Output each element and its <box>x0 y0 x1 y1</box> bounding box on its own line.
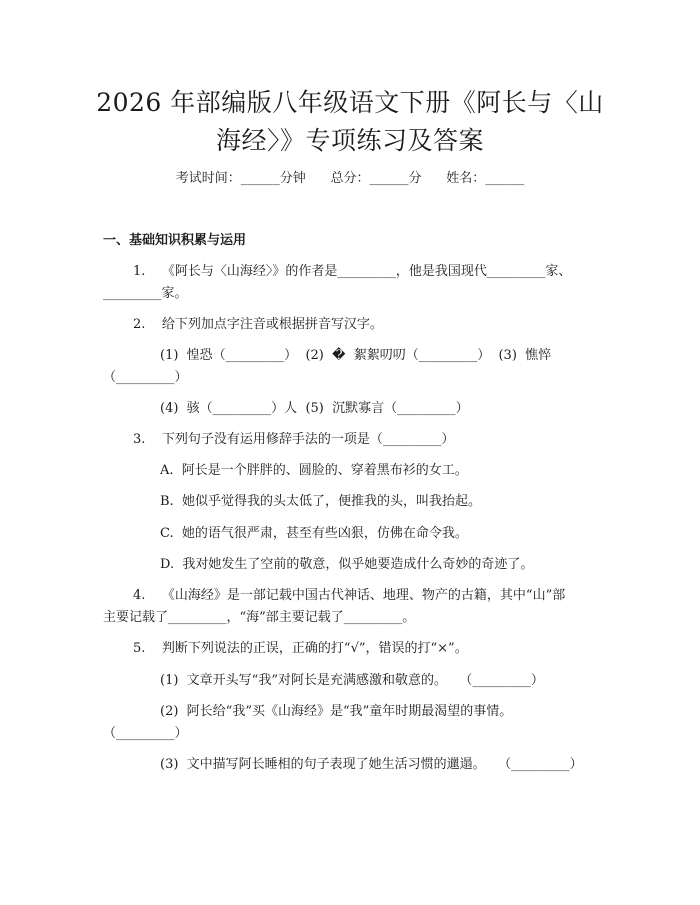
question-1-line-2: _________家。 <box>103 286 188 301</box>
question-2-items-line-2: （_________） <box>103 370 188 385</box>
question-2-items-line-3: (4) 骇（_________）人 (5) 沉默寡言（_________） <box>160 401 469 416</box>
question-5-prompt: 5. 判断下列说法的正误，正确的打“√”，错误的打“×”。 <box>133 641 468 656</box>
question-3-prompt: 3. 下列句子没有运用修辞手法的一项是（_________） <box>133 432 455 447</box>
question-4-line-2: 主要记载了_________，“海”部主要记载了_________。 <box>103 610 416 625</box>
question-3-option-a: A. 阿长是一个胖胖的、圆脸的、穿着黑布衫的女工。 <box>160 463 468 478</box>
question-1-line-1: 1. 《阿长与〈山海经〉》的作者是_________，他是我国现代_________家、 <box>133 264 572 279</box>
document-title <box>60 84 640 160</box>
title-line-1: 2026 年部编版八年级语文下册《阿长与〈山 <box>96 88 604 117</box>
question-3-option-c: C. 她的语气很严肃，甚至有些凶狠，仿佛在命令我。 <box>160 526 468 541</box>
exam-meta-info: 考试时间：______分钟 总分：______分 姓名：______ <box>175 171 525 186</box>
question-5-item-3: (3) 文中描写阿长睡相的句子表现了她生活习惯的邋遢。 （_________） <box>160 757 583 772</box>
title-line-2: 海经〉》专项练习及答案 <box>215 126 484 155</box>
question-5-item-2-line-2: （_________） <box>103 726 188 741</box>
question-2-prompt: 2. 给下列加点字注音或根据拼音写汉字。 <box>133 317 383 332</box>
question-4-line-1: 4. 《山海经》是一部记载中国古代神话、地理、物产的古籍，其中“山”部 <box>133 588 566 603</box>
question-2-items-line-1: (1) 惶恐（_________） (2) � 絮絮叨叨（_________） (3) 憔悴 <box>160 348 552 363</box>
question-3-option-d: D. 我对她发生了空前的敬意，似乎她要造成什么奇妙的奇迹了。 <box>160 557 534 572</box>
question-5-item-1: (1) 文章开头写“我”对阿长是充满感激和敬意的。 （_________） <box>160 673 544 688</box>
question-5-item-2-line-1: (2) 阿长给“我”买《山海经》是“我”童年时期最渴望的事情。 <box>160 704 513 719</box>
question-3-option-b: B. 她似乎觉得我的头太低了，便推我的头，叫我抬起。 <box>160 494 481 509</box>
section-heading: 一、基础知识积累与运用 <box>103 233 247 248</box>
